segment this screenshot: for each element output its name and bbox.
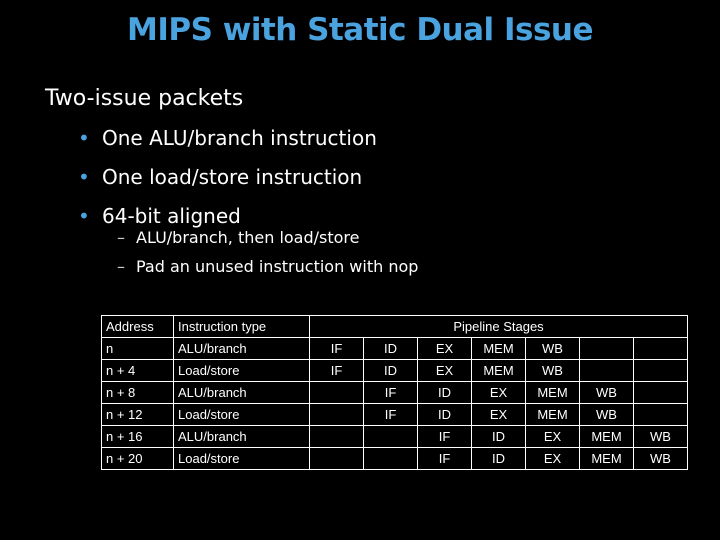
cell-stage: WB (634, 448, 688, 470)
cell-instruction-type: Load/store (174, 360, 310, 382)
cell-stage (634, 382, 688, 404)
table-row (102, 382, 688, 404)
cell-stage: ID (418, 404, 472, 426)
cell-instruction-type: Load/store (174, 404, 310, 426)
cell-stage: WB (526, 360, 580, 382)
cell-address: n + 16 (102, 426, 174, 448)
cell-stage: IF (310, 360, 364, 382)
slide-title: MIPS with Static Dual Issue (126, 12, 594, 48)
cell-stage: IF (310, 338, 364, 360)
cell-stage (310, 382, 364, 404)
sub-bullet-text: ALU/branch, then load/store (136, 228, 360, 247)
cell-stage (580, 360, 634, 382)
cell-stage (580, 338, 634, 360)
cell-stage: IF (364, 382, 418, 404)
cell-stage (364, 426, 418, 448)
cell-stage (310, 404, 364, 426)
cell-stage (634, 338, 688, 360)
table-row (102, 404, 688, 426)
cell-stage: EX (526, 426, 580, 448)
heading-two-issue-packets: Two-issue packets (45, 86, 244, 111)
table-row (102, 338, 688, 360)
bullet-marker: • (78, 204, 90, 228)
sub-bullet-marker: – (117, 228, 125, 247)
sub-bullet-marker: – (117, 257, 125, 276)
cell-stage: IF (418, 426, 472, 448)
sub-bullet-item (117, 255, 418, 284)
cell-stage: IF (364, 404, 418, 426)
cell-stage (634, 360, 688, 382)
sub-bullet-list (117, 226, 418, 284)
cell-address: n + 20 (102, 448, 174, 470)
pipeline-table (101, 315, 688, 470)
cell-stage: MEM (526, 382, 580, 404)
cell-stage: ID (364, 360, 418, 382)
cell-address: n (102, 338, 174, 360)
table-row (102, 360, 688, 382)
sub-bullet-item (117, 226, 418, 255)
cell-stage: WB (526, 338, 580, 360)
cell-stage: IF (418, 448, 472, 470)
cell-stage (310, 448, 364, 470)
cell-address: n + 12 (102, 404, 174, 426)
cell-stage (364, 448, 418, 470)
cell-stage (310, 426, 364, 448)
bullet-item (78, 163, 377, 202)
cell-stage: EX (472, 382, 526, 404)
cell-stage: MEM (580, 426, 634, 448)
cell-stage: ID (418, 382, 472, 404)
cell-stage: EX (418, 360, 472, 382)
bullet-marker: • (78, 126, 90, 150)
cell-stage: ID (472, 448, 526, 470)
table-body (102, 338, 688, 470)
table-row (102, 426, 688, 448)
cell-address: n + 4 (102, 360, 174, 382)
cell-stage: WB (634, 426, 688, 448)
header-pipeline-stages: Pipeline Stages (310, 316, 688, 338)
cell-stage: MEM (472, 338, 526, 360)
table-row (102, 448, 688, 470)
table-header-row (102, 316, 688, 338)
cell-stage: EX (418, 338, 472, 360)
cell-instruction-type: ALU/branch (174, 426, 310, 448)
cell-instruction-type: ALU/branch (174, 382, 310, 404)
bullet-text: One ALU/branch instruction (102, 126, 377, 150)
bullet-marker: • (78, 165, 90, 189)
header-instruction-type: Instruction type (174, 316, 310, 338)
cell-stage: ID (472, 426, 526, 448)
cell-stage: ID (364, 338, 418, 360)
bullet-list (78, 124, 377, 241)
cell-stage: MEM (526, 404, 580, 426)
cell-stage: MEM (580, 448, 634, 470)
cell-stage (634, 404, 688, 426)
cell-stage: MEM (472, 360, 526, 382)
cell-stage: WB (580, 404, 634, 426)
cell-instruction-type: Load/store (174, 448, 310, 470)
cell-instruction-type: ALU/branch (174, 338, 310, 360)
cell-address: n + 8 (102, 382, 174, 404)
cell-stage: EX (472, 404, 526, 426)
header-address: Address (102, 316, 174, 338)
bullet-text: 64-bit aligned (102, 204, 241, 228)
bullet-text: One load/store instruction (102, 165, 363, 189)
bullet-item (78, 124, 377, 163)
sub-bullet-text: Pad an unused instruction with nop (136, 257, 419, 276)
cell-stage: EX (526, 448, 580, 470)
cell-stage: WB (580, 382, 634, 404)
